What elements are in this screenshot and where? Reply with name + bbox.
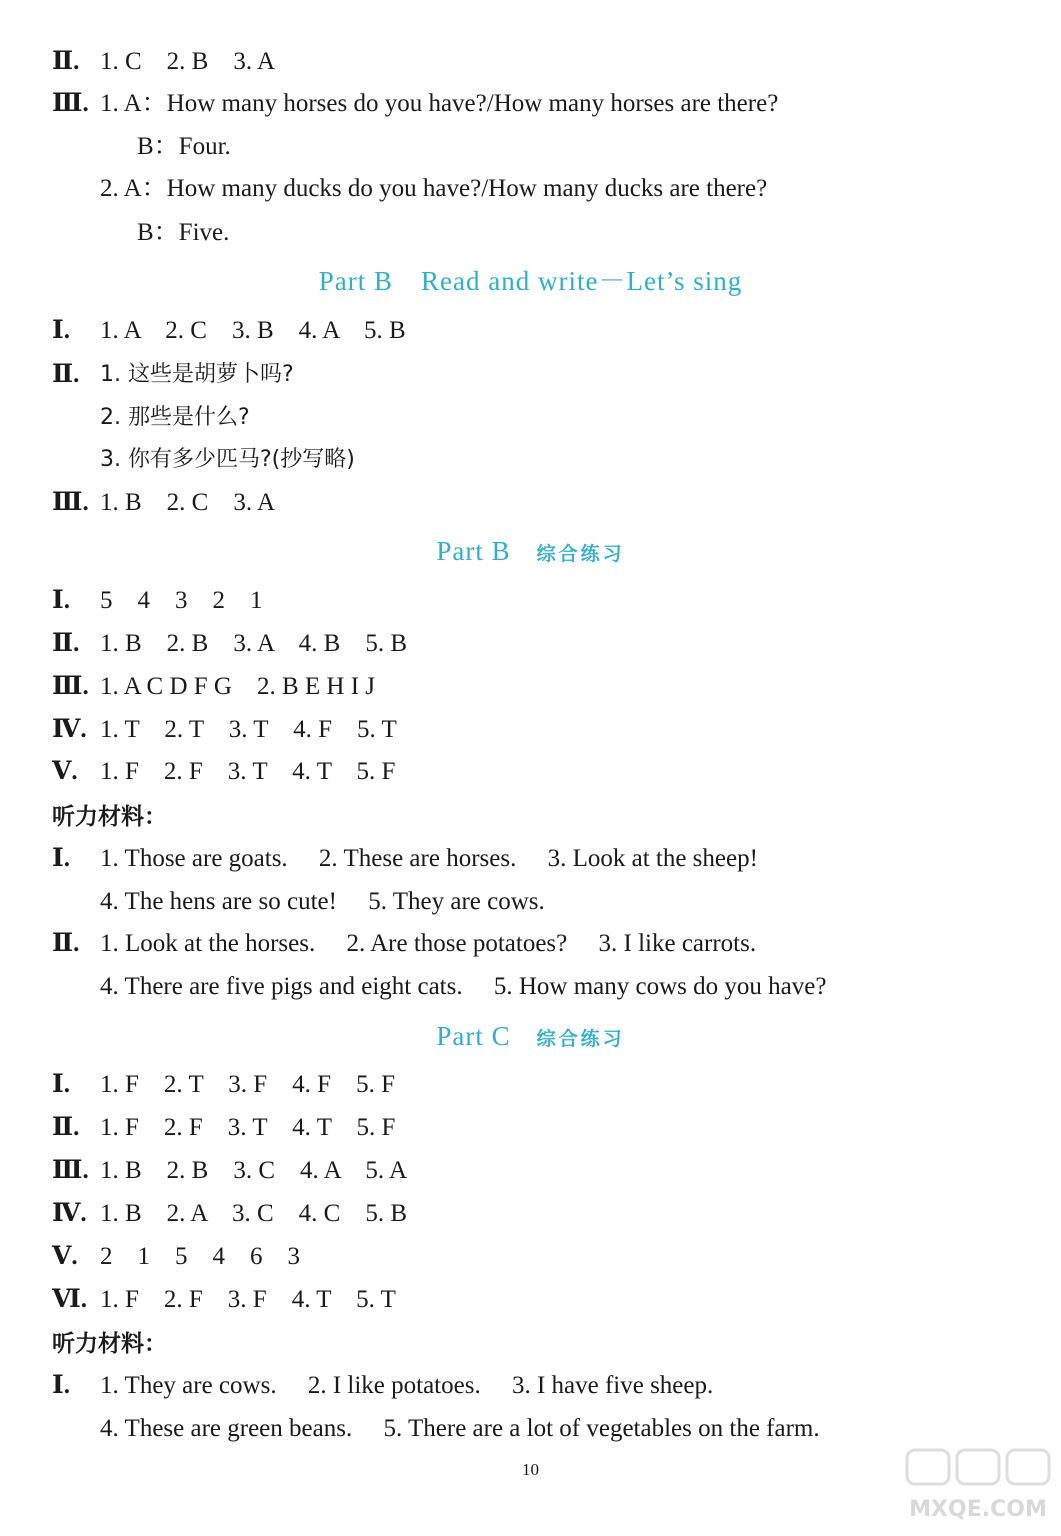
- roman-numeral: Ⅱ.: [52, 361, 80, 388]
- section-heading-partc-practice: [0, 1020, 1061, 1055]
- roman-numeral: Ⅴ.: [52, 1243, 78, 1270]
- heading-text: Part C: [436, 1021, 511, 1051]
- answer-text: 2. 那些是什么?: [100, 405, 250, 430]
- roman-numeral: Ⅵ.: [52, 1286, 87, 1313]
- heading-cn-text: 综合练习: [536, 1028, 625, 1050]
- listening-text: 1. Those are goats. 2. These are horses. 3. Look at the sheep!: [100, 845, 758, 872]
- answer-text: 2. A：How many ducks do you have?/How many ducks are there?: [100, 175, 768, 202]
- listening-text: 1. They are cows. 2. I like potatoes. 3. I have five sheep.: [100, 1372, 714, 1399]
- watermark-logo: [903, 1444, 1053, 1530]
- answer-text: 1. F 2. F 3. T 4. T 5. F: [100, 1114, 396, 1141]
- answer-text: 1. B 2. B 3. A 4. B 5. B: [100, 630, 407, 657]
- listening-label: 听力材料：: [52, 804, 167, 830]
- section-heading-partb-practice: [0, 535, 1061, 570]
- answer-text: 1. F 2. T 3. F 4. F 5. F: [100, 1071, 395, 1098]
- roman-numeral: Ⅳ.: [52, 1200, 87, 1227]
- listening-text: 4. These are green beans. 5. There are a lot of vegetables on the farm.: [100, 1415, 820, 1442]
- roman-numeral: Ⅲ.: [52, 1157, 89, 1184]
- roman-numeral: Ⅲ.: [52, 673, 89, 700]
- roman-numeral: Ⅱ.: [52, 630, 80, 657]
- answer-text: 1. 这些是胡萝卜吗?: [100, 362, 294, 387]
- answer-text: 1. A：How many horses do you have?/How many horses are there?: [100, 90, 779, 117]
- svg-text:MXQE.COM: MXQE.COM: [909, 1497, 1047, 1522]
- roman-numeral: Ⅲ.: [52, 489, 89, 516]
- heading-text: Part B: [436, 536, 511, 566]
- page-number: 10: [522, 1460, 539, 1479]
- roman-numeral: Ⅰ.: [52, 317, 70, 344]
- listening-text: 4. The hens are so cute! 5. They are cows.: [100, 888, 545, 915]
- answer-text: 1. A C D F G 2. B E H I J: [100, 673, 376, 700]
- heading-cn-text: 综合练习: [536, 543, 625, 565]
- answer-text: 1. A 2. C 3. B 4. A 5. B: [100, 317, 406, 344]
- listening-label: 听力材料：: [52, 1331, 167, 1357]
- listening-text: 1. Look at the horses. 2. Are those potatoes? 3. I like carrots.: [100, 930, 757, 957]
- answer-text: 1. T 2. T 3. T 4. F 5. T: [100, 716, 397, 743]
- answer-text: 1. B 2. B 3. C 4. A 5. A: [100, 1157, 407, 1184]
- roman-numeral: Ⅰ.: [52, 1372, 70, 1399]
- heading-text: Part B Read and write－Let’s sing: [318, 266, 743, 296]
- roman-numeral: Ⅳ.: [52, 716, 87, 743]
- answer-text: B：Four.: [137, 133, 231, 160]
- roman-numeral: Ⅱ.: [52, 48, 80, 75]
- answer-text: 1. B 2. C 3. A: [100, 489, 276, 516]
- roman-numeral: Ⅲ.: [52, 90, 89, 117]
- roman-numeral: Ⅱ.: [52, 1114, 80, 1141]
- answer-text: 1. B 2. A 3. C 4. C 5. B: [100, 1200, 407, 1227]
- answer-text: 2 1 5 4 6 3: [100, 1243, 301, 1270]
- roman-numeral: Ⅱ.: [52, 930, 80, 957]
- answer-text: B：Five.: [137, 219, 230, 246]
- roman-numeral: Ⅰ.: [52, 1071, 70, 1098]
- roman-numeral: Ⅰ.: [52, 587, 70, 614]
- answer-text: 1. F 2. F 3. T 4. T 5. F: [100, 758, 396, 785]
- answer-text: 3. 你有多少匹马?(抄写略): [100, 447, 355, 472]
- roman-numeral: Ⅰ.: [52, 845, 70, 872]
- section-heading-partb-read: [0, 265, 1061, 297]
- answer-text: 1. F 2. F 3. F 4. T 5. T: [100, 1286, 396, 1313]
- listening-text: 4. There are five pigs and eight cats. 5. How many cows do you have?: [100, 973, 827, 1000]
- roman-numeral: Ⅴ.: [52, 758, 78, 785]
- answer-text: 1. C 2. B 3. A: [100, 48, 276, 75]
- answer-text: 5 4 3 2 1: [100, 587, 263, 614]
